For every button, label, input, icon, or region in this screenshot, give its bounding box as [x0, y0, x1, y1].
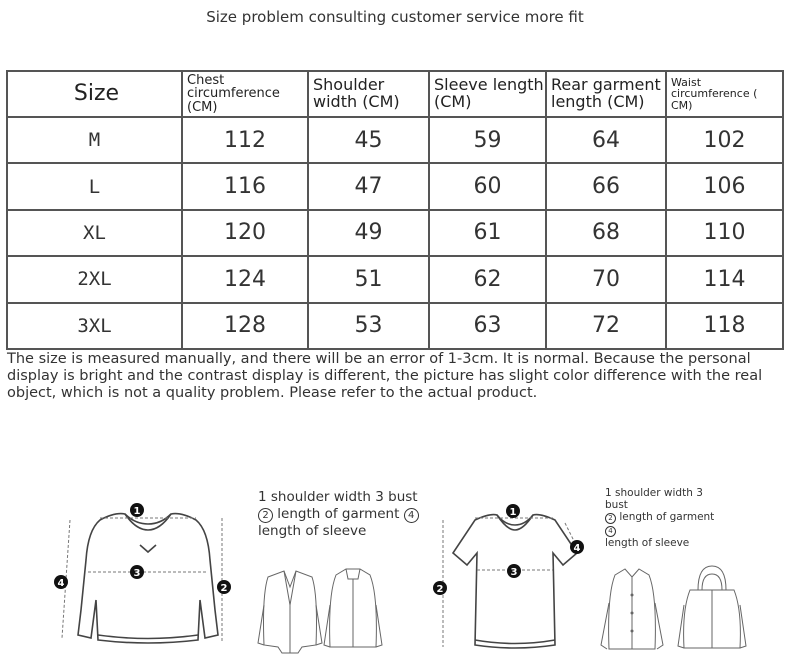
table-cell: 62: [429, 256, 546, 302]
hoodie-icon: [672, 560, 752, 660]
page-title: Size problem consulting customer service more fit: [206, 8, 584, 26]
svg-text:2: 2: [220, 583, 228, 594]
table-cell: 64: [546, 117, 666, 163]
svg-text:2: 2: [436, 584, 444, 595]
table-cell: 45: [308, 117, 429, 163]
table-row: [7, 117, 783, 163]
marker-3: [130, 565, 144, 579]
marker-4: [570, 540, 584, 554]
table-cell: 2XL: [7, 256, 182, 302]
legend-left-line1: 1 shoulder width 3 bust: [258, 489, 418, 505]
legend-left-text2: length of garment: [277, 506, 400, 522]
table-cell: 53: [308, 303, 429, 349]
header-sleeve: Sleeve length (CM): [429, 71, 546, 117]
header-size: Size: [7, 71, 182, 117]
table-cell: 106: [666, 163, 783, 209]
table-cell: XL: [7, 210, 182, 256]
table-row: [7, 163, 783, 209]
table-cell: 124: [182, 256, 308, 302]
disclaimer-note: The size is measured manually, and there will be an error of 1-3cm. It is normal. Because the personal display is bright and the contrast display is different, the picture has slight color difference with the real object, which is not a quality problem. Please refer to the actual product.: [7, 351, 763, 401]
table-row: [7, 303, 783, 349]
table-cell: 49: [308, 210, 429, 256]
table-cell: 102: [666, 117, 783, 163]
marker-4: [54, 575, 68, 589]
table-cell: 114: [666, 256, 783, 302]
header-garment-length: Rear garment length (CM): [546, 71, 666, 117]
table-cell: 116: [182, 163, 308, 209]
table-cell: M: [7, 117, 182, 163]
sweatshirt-icon: [40, 490, 250, 660]
table-cell: 68: [546, 210, 666, 256]
svg-text:3: 3: [133, 568, 141, 579]
table-cell: L: [7, 163, 182, 209]
header-chest: Chest circumference (CM): [182, 71, 308, 117]
table-cell: 70: [546, 256, 666, 302]
table-cell: 110: [666, 210, 783, 256]
table-cell: 118: [666, 303, 783, 349]
table-cell: 61: [429, 210, 546, 256]
size-table: [6, 70, 784, 350]
marker-2: [217, 580, 231, 594]
table-cell: 3XL: [7, 303, 182, 349]
legend-left: [258, 489, 438, 540]
header-shoulder: Shoulder width (CM): [308, 71, 429, 117]
marker-2: [433, 581, 447, 595]
svg-text:3: 3: [510, 567, 518, 578]
table-cell: 72: [546, 303, 666, 349]
table-cell: 60: [429, 163, 546, 209]
marker-1: [130, 503, 144, 517]
legend-right-num2: 2: [605, 513, 616, 524]
legend-right-line1: 1 shoulder width 3 bust: [605, 487, 703, 511]
svg-text:1: 1: [509, 507, 517, 518]
svg-text:4: 4: [57, 578, 65, 589]
legend-left-text4: length of sleeve: [258, 523, 367, 539]
legend-right-text4: length of sleeve: [605, 537, 690, 549]
shirt-icon: [595, 565, 670, 660]
marker-3: [507, 564, 521, 578]
legend-right-num4: 4: [605, 526, 616, 537]
table-cell: 66: [546, 163, 666, 209]
svg-text:1: 1: [133, 506, 141, 517]
table-cell: 112: [182, 117, 308, 163]
legend-right-text2: length of garment: [619, 511, 715, 523]
legend-right: [605, 487, 725, 549]
tshirt-icon: [425, 495, 600, 660]
table-cell: 128: [182, 303, 308, 349]
table-cell: 63: [429, 303, 546, 349]
table-cell: 51: [308, 256, 429, 302]
svg-text:4: 4: [573, 543, 581, 554]
legend-left-num2: 2: [258, 508, 273, 523]
table-row: [7, 256, 783, 302]
table-cell: 47: [308, 163, 429, 209]
table-row: [7, 210, 783, 256]
table-cell: 59: [429, 117, 546, 163]
zip-jacket-icon: [318, 565, 388, 660]
table-header-row: [7, 71, 783, 117]
table-cell: 120: [182, 210, 308, 256]
header-waist: Waist circumference ( CM): [666, 71, 783, 117]
legend-left-num4: 4: [404, 508, 419, 523]
marker-1: [506, 504, 520, 518]
